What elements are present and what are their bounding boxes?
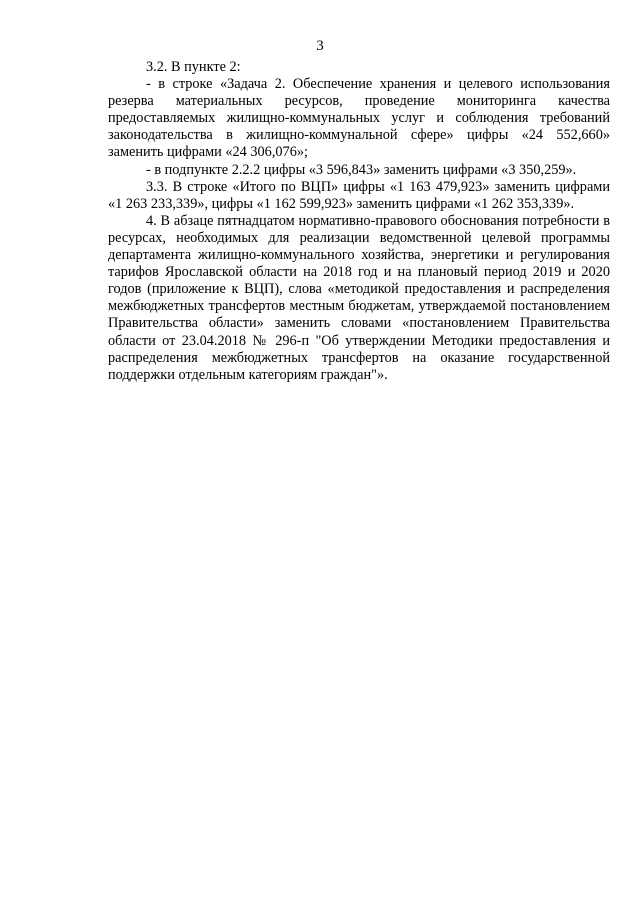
paragraph-subitem-2-2-2: - в подпункте 2.2.2 цифры «3 596,843» заменить цифрами «3 350,259». <box>146 161 577 178</box>
paragraph-3-3-total: 3.3. В строке «Итого по ВЦП» цифры «1 163 479,923» заменить цифрами «1 263 233,339», цифры «1 162 599,923» заменить цифрами «1 262 353,339». <box>108 178 610 212</box>
paragraph-task-2-line: - в строке «Задача 2. Обеспечение хранения и целевого использования резерва материальных ресурсов, проведение мониторинга качества предоставляемых жилищно-коммунальных услуг и соблюдения требований законодательства в жилищно-коммунальной сфере» цифры «24 552,660» заменить цифрами «24 306,076»; <box>108 76 610 161</box>
paragraph-4-justification: 4. В абзаце пятнадцатом нормативно-правового обоснования потребности в ресурсах, необходимых для реализации ведомственной целевой программы департамента жилищно-коммунального хозяйства, энергетики и регулирования тарифов Ярославской области на 2018 год и на плановый период 2019 и 2020 годов (приложение к ВЦП), слова «методикой предоставления и распределения межбюджетных трансфертов местным бюджетам, утверждаемой постановлением Правительства области» заменить словами «постановлением Правительства области от 23.04.2018 № 296-п "Об утверждении Методики предоставления и распределения межбюджетных трансфертов на оказание государственной поддержки отдельным категориям граждан"». <box>108 212 610 383</box>
document-body <box>108 59 610 384</box>
page-number: 3 <box>316 38 324 54</box>
paragraph-3-2-heading: 3.2. В пункте 2: <box>146 59 241 75</box>
